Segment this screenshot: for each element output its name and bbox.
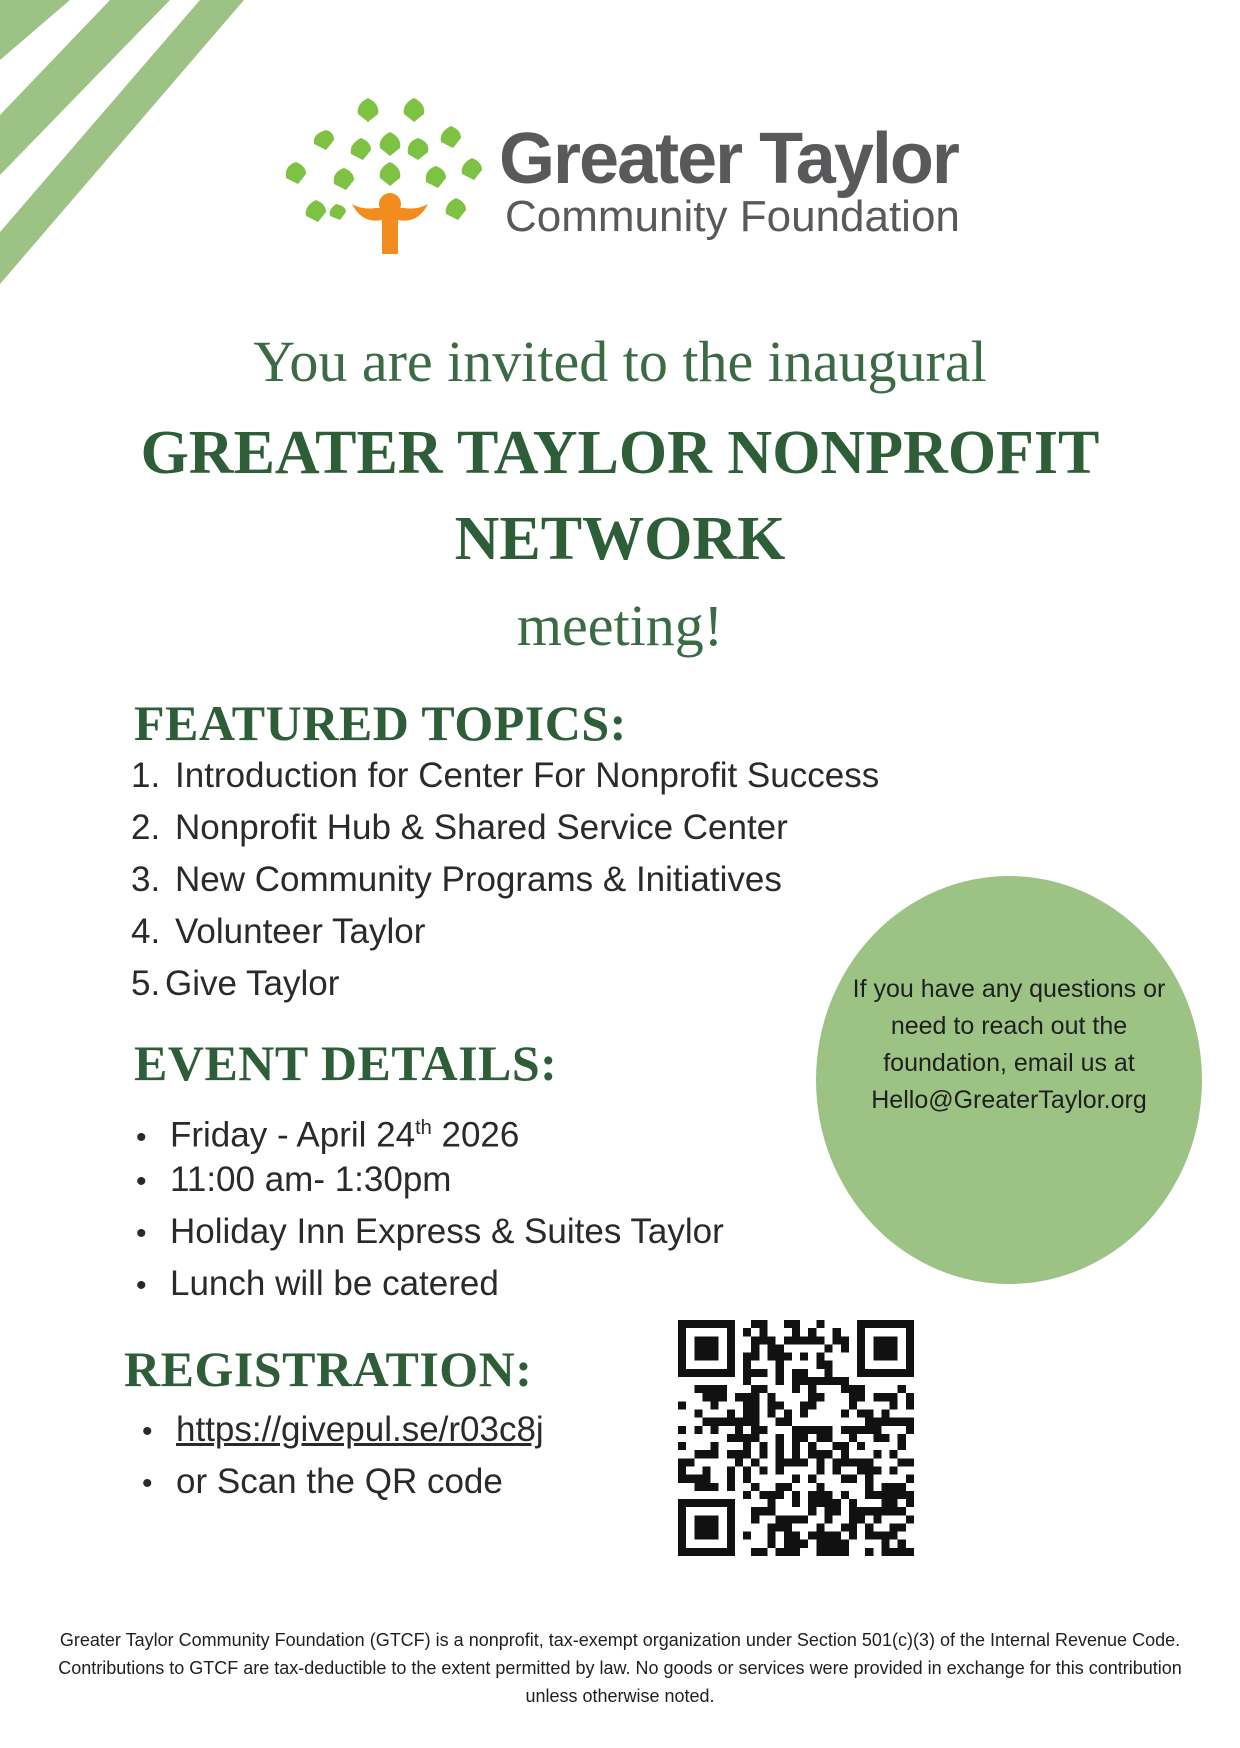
event-date-text: Friday - April 24	[170, 1115, 416, 1155]
registration-heading: REGISTRATION:	[124, 1341, 533, 1397]
foundation-logo	[286, 92, 966, 262]
topic-text: New Community Programs & Initiatives	[175, 860, 782, 899]
questions-text: If you have any questions or need to reach out the foundation, email us at Hello@GreaterTaylor.org	[852, 975, 1166, 1114]
legal-disclaimer: Greater Taylor Community Foundation (GTCF) is a nonprofit, tax-exempt organization under Section 501(c)(3) of the Internal Revenue Code. Contributions to GTCF are tax-deductible to the extent permitted by law. No goods or services were provided in exchange for this contribution unless otherwise noted.	[58, 1630, 1182, 1706]
registration-list	[142, 1404, 544, 1508]
topic-item	[131, 958, 879, 1010]
bullet-icon: •	[136, 1120, 147, 1154]
registration-scan-item	[142, 1456, 544, 1508]
event-date-suffix: th	[415, 1117, 432, 1139]
topic-number: 3.	[131, 860, 161, 899]
invite-line-4: meeting!	[516, 593, 724, 658]
topic-number: 1.	[131, 756, 161, 795]
questions-bubble	[816, 876, 1202, 1284]
featured-topics-heading: FEATURED TOPICS:	[134, 695, 627, 751]
invite-line-1: You are invited to the inaugural	[253, 329, 987, 394]
bullet-icon: •	[142, 1467, 153, 1500]
event-time-text: 11:00 am- 1:30pm	[170, 1160, 452, 1199]
topic-text: Give Taylor	[165, 964, 340, 1003]
topic-number: 4.	[131, 912, 161, 951]
logo-name: Greater Taylor	[499, 119, 958, 199]
registration-scan-text: or Scan the QR code	[176, 1462, 503, 1501]
topic-item	[131, 802, 879, 854]
qr-code-icon[interactable]	[678, 1320, 914, 1556]
event-location	[136, 1206, 724, 1258]
featured-topics-list	[131, 750, 879, 1010]
corner-stripes-decoration	[0, 0, 260, 300]
event-date	[136, 1102, 724, 1154]
event-lunch	[136, 1258, 724, 1310]
topic-text: Nonprofit Hub & Shared Service Center	[175, 808, 788, 847]
event-date-year: 2026	[431, 1115, 520, 1155]
topic-item	[131, 906, 879, 958]
topic-item	[131, 750, 879, 802]
invite-line-2: GREATER TAYLOR NONPROFIT	[140, 419, 1100, 487]
registration-link[interactable]: https://givepul.se/r03c8j	[176, 1410, 544, 1449]
topic-item	[131, 854, 879, 906]
registration-link-item	[142, 1404, 544, 1456]
bullet-icon: •	[136, 1269, 147, 1302]
logo-subtitle: Community Foundation	[505, 192, 960, 241]
bullet-icon: •	[136, 1217, 147, 1250]
event-location-text: Holiday Inn Express & Suites Taylor	[170, 1212, 724, 1251]
tree-logo-icon	[286, 92, 496, 262]
event-details-list	[136, 1102, 724, 1310]
bullet-icon: •	[142, 1415, 153, 1448]
event-details-heading: EVENT DETAILS:	[134, 1035, 558, 1091]
topic-number: 2.	[131, 808, 161, 847]
bullet-icon: •	[136, 1165, 147, 1198]
topic-text: Introduction for Center For Nonprofit Success	[175, 756, 880, 795]
event-time	[136, 1154, 724, 1206]
topic-text: Volunteer Taylor	[175, 912, 426, 951]
event-lunch-text: Lunch will be catered	[170, 1264, 499, 1303]
invite-line-3: NETWORK	[454, 505, 786, 573]
topic-number: 5.	[131, 964, 161, 1003]
